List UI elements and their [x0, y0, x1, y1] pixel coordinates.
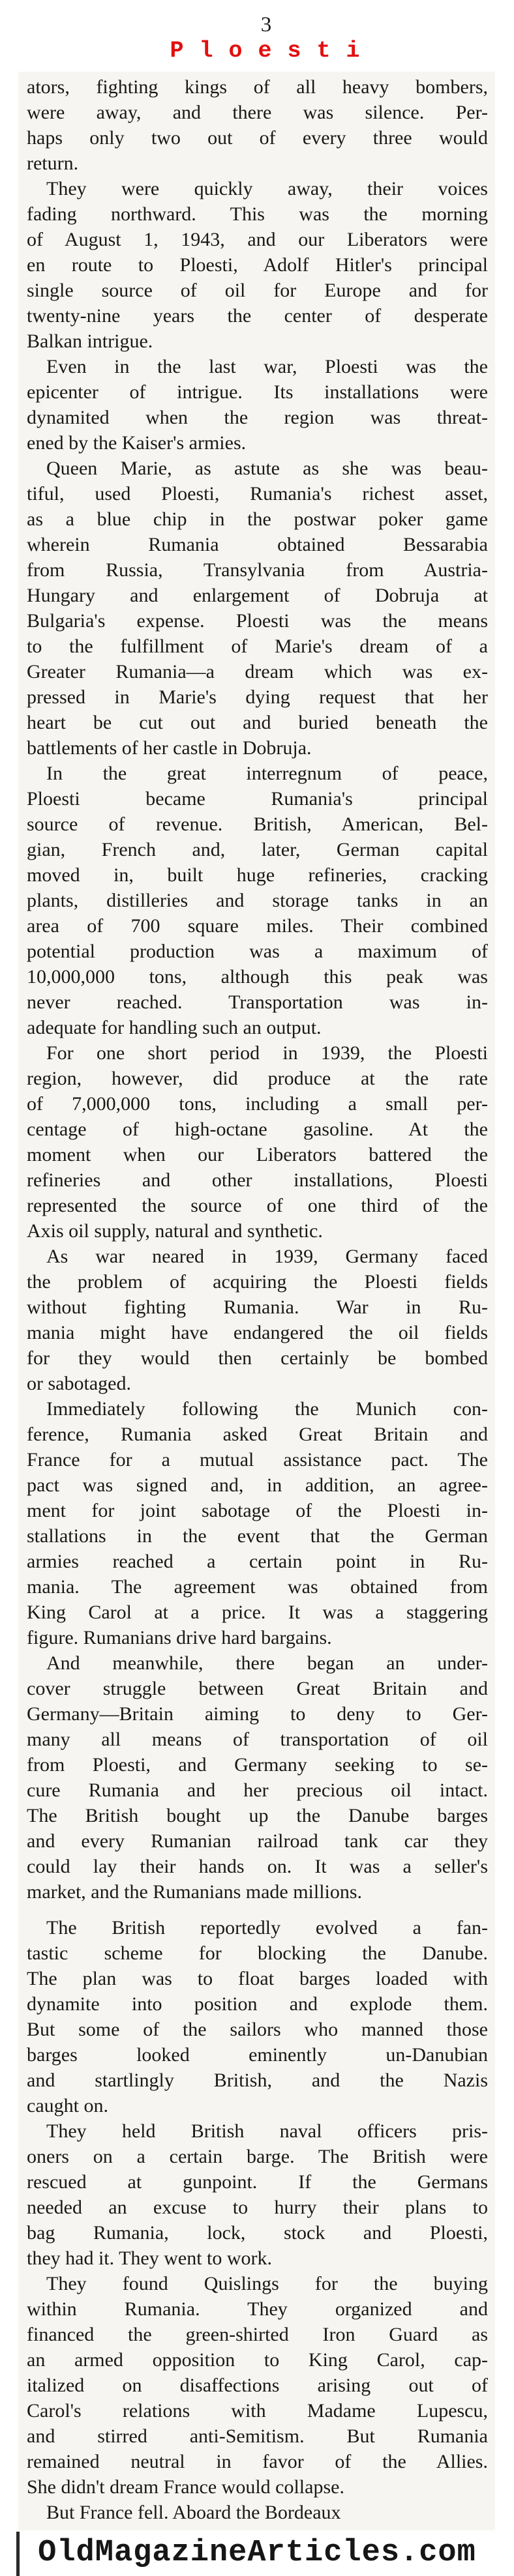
text-line: bag Rumania, lock, stock and Ploesti, — [27, 2222, 488, 2244]
text-line: represented the source of one third of the — [27, 1195, 488, 1216]
text-line: never reached. Transportation was in- — [27, 991, 488, 1013]
text-line: single source of oil for Europe and for — [27, 280, 488, 301]
text-line: The British bought up the Danube barges — [27, 1805, 488, 1826]
text-line: were away, and there was silence. Per- — [27, 102, 488, 123]
text-line: King Carol at a price. It was a staggering — [27, 1602, 488, 1623]
paragraph — [27, 2271, 488, 2500]
text-line: barges looked eminently un-Danubian — [27, 2044, 488, 2066]
text-line: Germany—Britain aiming to deny to Ger- — [27, 1703, 488, 1725]
text-line: fading northward. This was the morning — [27, 203, 488, 225]
text-line: She didn't dream France would collapse. — [27, 2476, 344, 2498]
article-title: Ploesti — [170, 38, 376, 64]
text-line: the problem of acquiring the Ploesti fields — [27, 1271, 488, 1293]
paragraph — [27, 1040, 488, 1244]
text-line: ators, fighting kings of all heavy bombers, — [27, 76, 488, 98]
text-line: tastic scheme for blocking the Danube. — [27, 1942, 488, 1964]
paragraph — [27, 176, 488, 354]
text-line: tiful, used Ploesti, Rumania's richest asset, — [27, 483, 488, 505]
text-line: potential production was a maximum of — [27, 941, 488, 962]
text-line: remained neutral in favor of the Allies. — [27, 2451, 488, 2472]
text-line: gian, French and, later, German capital — [27, 839, 488, 860]
text-line: pact was signed and, in addition, an agree- — [27, 1474, 488, 1496]
text-line: rescued at gunpoint. If the Germans — [27, 2171, 488, 2193]
text-line: mania. The agreement was obtained from — [27, 1576, 488, 1598]
text-line: italized on disaffections arising out of — [27, 2375, 488, 2396]
text-line: In the great interregnum of peace, — [46, 763, 488, 784]
text-line: The British reportedly evolved a fan- — [46, 1917, 488, 1939]
paragraph — [27, 74, 488, 176]
text-line: Carol's relations with Madame Lupescu, — [27, 2400, 488, 2422]
paragraph — [27, 2500, 488, 2525]
text-line: of 7,000,000 tons, including a small per- — [27, 1093, 488, 1115]
text-line: and stirred anti-Semitism. But Rumania — [27, 2425, 488, 2447]
text-line: They found Quislings for the buying — [46, 2273, 488, 2294]
text-line: mania might have endangered the oil fields — [27, 1322, 488, 1343]
text-line: haps only two out of every three would — [27, 127, 488, 149]
text-line: They held British naval officers pris- — [46, 2120, 488, 2142]
text-line: Ploesti became Rumania's principal — [27, 788, 488, 810]
text-line: cure Rumania and her precious oil intact. — [27, 1779, 488, 1801]
text-line: plants, distilleries and storage tanks in an — [27, 890, 488, 911]
text-line: moment when our Liberators battered the — [27, 1144, 488, 1165]
text-line: needed an excuse to hurry their plans to — [27, 2197, 488, 2218]
text-line: source of revenue. British, American, Bel- — [27, 813, 488, 835]
paragraph — [27, 1915, 488, 2118]
text-line: many all means of transportation of oil — [27, 1729, 488, 1750]
paragraph — [27, 1244, 488, 1396]
text-line: And meanwhile, there began an under- — [46, 1652, 488, 1674]
text-line: France for a mutual assistance pact. The — [27, 1449, 488, 1471]
text-line: moved in, built huge refineries, cracking — [27, 864, 488, 886]
text-line: refineries and other installations, Ploesti — [27, 1169, 488, 1191]
text-line: The plan was to float barges loaded with — [27, 1968, 488, 1989]
page-number: 3 — [260, 13, 272, 37]
text-line: centage of high-octane gasoline. At the — [27, 1119, 488, 1140]
text-line: en route to Ploesti, Adolf Hitler's principal — [27, 254, 488, 276]
text-line: oners on a certain barge. The British were — [27, 2146, 488, 2167]
text-line: for they would then certainly be bombed — [27, 1347, 488, 1369]
text-line: battlements of her castle in Dobruja. — [27, 737, 312, 759]
text-line: Hungary and enlargement of Dobruja at — [27, 585, 488, 606]
text-line: and startlingly British, and the Nazis — [27, 2070, 488, 2091]
text-line: ment for joint sabotage of the Ploesti in- — [27, 1500, 488, 1521]
text-line: pressed in Marie's dying request that her — [27, 686, 488, 708]
text-line: without fighting Rumania. War in Ru- — [27, 1296, 488, 1318]
text-line: ened by the Kaiser's armies. — [27, 432, 247, 454]
text-line: could lay their hands on. It was a seller's — [27, 1856, 488, 1877]
text-line: market, and the Rumanians made millions. — [27, 1881, 363, 1903]
text-line: return. — [27, 153, 79, 174]
text-line: as a blue chip in the postwar poker game — [27, 508, 488, 530]
text-line: Queen Marie, as astute as she was beau- — [46, 458, 488, 479]
text-line: armies reached a certain point in Ru- — [27, 1551, 488, 1572]
paragraph — [27, 1396, 488, 1650]
article-scan — [18, 72, 495, 2530]
text-line: Even in the last war, Ploesti was the — [46, 356, 488, 377]
text-line: region, however, did produce at the rate — [27, 1068, 488, 1089]
text-line: stallations in the event that the German — [27, 1525, 488, 1547]
paragraph — [27, 1650, 488, 1905]
paragraph — [27, 2118, 488, 2271]
text-line: They were quickly away, their voices — [46, 178, 488, 199]
article-body — [27, 74, 488, 2525]
text-line: heart be cut out and buried beneath the — [27, 712, 488, 733]
text-line: 10,000,000 tons, although this peak was — [27, 966, 488, 988]
text-line: dynamite into position and explode them. — [27, 1993, 488, 2015]
text-line: they had it. They went to work. — [27, 2247, 273, 2269]
text-line: Greater Rumania—a dream which was ex- — [27, 661, 488, 682]
text-line: of August 1, 1943, and our Liberators were — [27, 229, 488, 250]
text-line: an armed opposition to King Carol, cap- — [27, 2349, 488, 2371]
paragraph — [27, 354, 488, 456]
text-line: within Rumania. They organized and — [27, 2298, 488, 2320]
text-line: Balkan intrigue. — [27, 330, 153, 352]
text-line: dynamited when the region was threat- — [27, 407, 488, 428]
text-line: to the fulfillment of Marie's dream of a — [27, 636, 488, 657]
text-line: Immediately following the Munich con- — [46, 1398, 488, 1420]
paragraph — [27, 761, 488, 1040]
paragraph — [27, 456, 488, 761]
text-line: caught on. — [27, 2095, 108, 2116]
text-line: figure. Rumanians drive hard bargains. — [27, 1627, 332, 1648]
text-line: and every Rumanian railroad tank car they — [27, 1830, 488, 1852]
text-line: from Ploesti, and Germany seeking to se- — [27, 1754, 488, 1776]
text-line: ference, Rumania asked Great Britain and — [27, 1424, 488, 1445]
text-line: epicenter of intrigue. Its installations were — [27, 381, 488, 403]
text-line: from Russia, Transylvania from Austria- — [27, 559, 488, 581]
text-line: wherein Rumania obtained Bessarabia — [27, 534, 488, 555]
text-line: or sabotaged. — [27, 1373, 131, 1394]
text-line: Axis oil supply, natural and synthetic. — [27, 1220, 323, 1242]
text-line: area of 700 square miles. Their combined — [27, 915, 488, 937]
text-line: twenty-nine years the center of desperate — [27, 305, 488, 327]
text-line: adequate for handling such an output. — [27, 1017, 322, 1038]
text-line: But France fell. Aboard the Bordeaux — [46, 2502, 341, 2523]
text-line: As war neared in 1939, Germany faced — [46, 1246, 488, 1267]
text-line: Bulgaria's expense. Ploesti was the means — [27, 610, 488, 632]
text-line: But some of the sailors who manned those — [27, 2019, 488, 2040]
text-line: financed the green-shirted Iron Guard as — [27, 2324, 488, 2345]
text-line: For one short period in 1939, the Ploesti — [46, 1042, 488, 1064]
site-watermark: OldMagazineArticles.com — [38, 2536, 476, 2570]
text-line: cover struggle between Great Britain and — [27, 1678, 488, 1699]
